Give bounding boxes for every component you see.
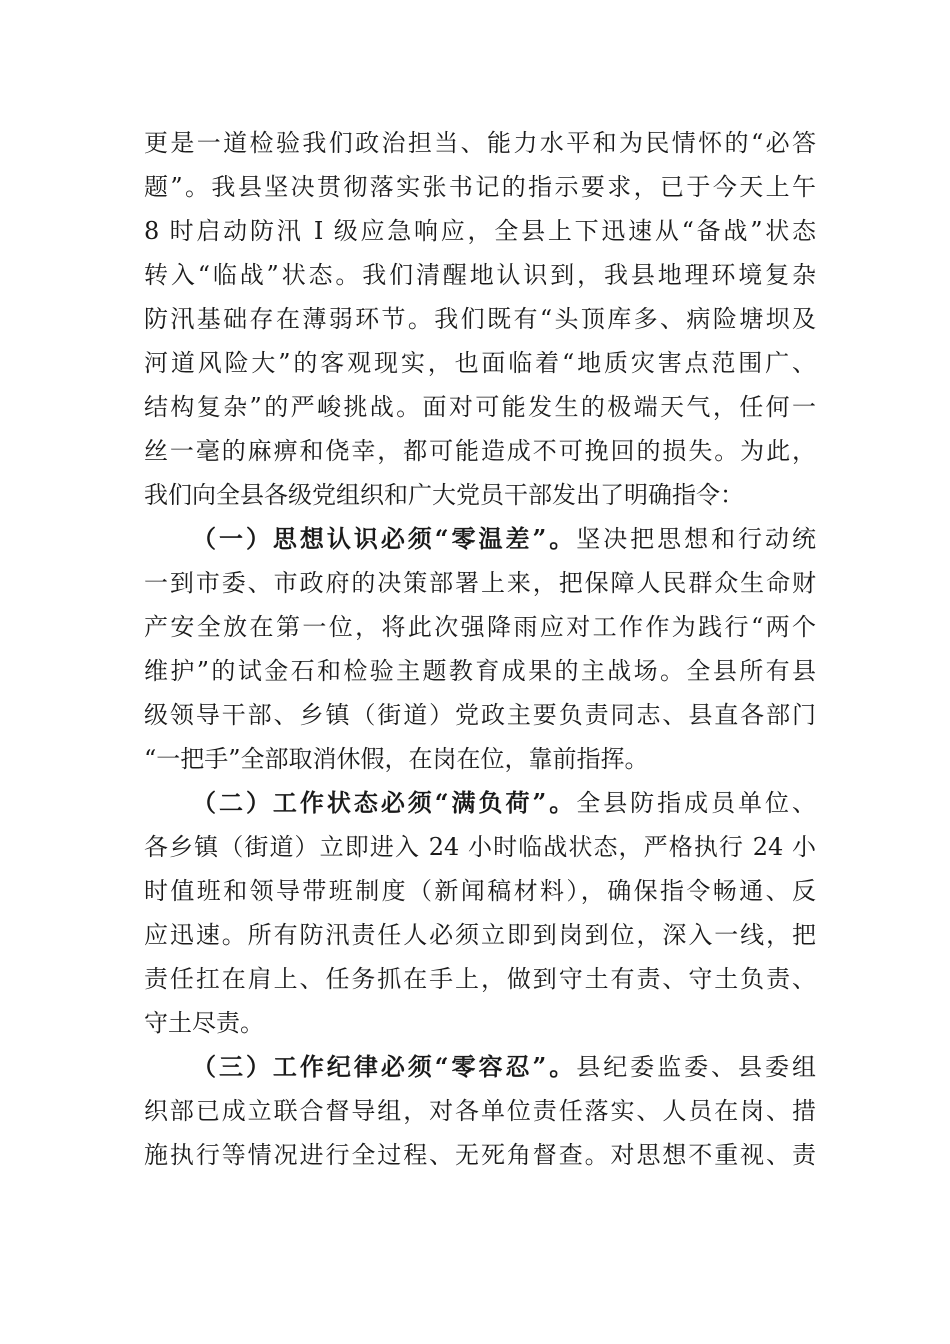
text-line: 防汛基础存在薄弱环节。我们既有“头顶库多、病险塘坝及 — [144, 305, 816, 333]
paragraph-first-line — [144, 1045, 816, 1089]
text-line: 施执行等情况进行全过程、无死角督查。对思想不重视、责 — [144, 1141, 816, 1169]
text-line: 一到市委、市政府的决策部署上来，把保障人民群众生命财 — [144, 569, 816, 597]
text-line: 题”。我县坚决贯彻落实张书记的指示要求，已于今天上午 — [144, 173, 816, 201]
text-line: 维护”的试金石和检验主题教育成果的主战场。全县所有县 — [144, 657, 816, 685]
text-line: 更是一道检验我们政治担当、能力水平和为民情怀的“必答 — [144, 129, 816, 157]
text-line: 时值班和领导带班制度（新闻稿材料），确保指令畅通、反 — [144, 877, 816, 905]
text-line: 河道风险大”的客观现实，也面临着“地质灾害点范围广、 — [144, 349, 816, 377]
text-line: 丝一毫的麻痹和侥幸，都可能造成不可挽回的损失。为此， — [144, 437, 816, 465]
text-line: 责任扛在肩上、任务抓在手上，做到守土有责、守土负责、 — [144, 965, 816, 993]
text-line: 各乡镇（街道）立即进入 24 小时临战状态，严格执行 24 小 — [144, 833, 816, 861]
paragraph-2 — [144, 517, 816, 781]
text-line: 结构复杂”的严峻挑战。面对可能发生的极端天气，任何一 — [144, 393, 816, 421]
text-line: 8 时启动防汛 I 级应急响应，全县上下迅速从“备战”状态 — [144, 217, 816, 245]
text-line: 守土尽责。 — [144, 1009, 264, 1037]
section-heading: （一）思想认识必须“零温差”。 — [192, 524, 577, 553]
text-line: “一把手”全部取消休假，在岗在位，靠前指挥。 — [144, 745, 649, 773]
text-run: 县纪委监委、县委组 — [576, 1053, 817, 1081]
text-line: 织部已成立联合督导组，对各单位责任落实、人员在岗、措 — [144, 1097, 816, 1125]
text-line: 产安全放在第一位，将此次强降雨应对工作作为践行“两个 — [144, 613, 816, 641]
text-line: 我们向全县各级党组织和广大党员干部发出了明确指令： — [144, 481, 744, 509]
section-heading: （二）工作状态必须“满负荷”。 — [192, 788, 577, 817]
text-run: 坚决把思想和行动统 — [576, 525, 817, 553]
paragraph-4 — [144, 1045, 816, 1177]
text-run: 全县防指成员单位、 — [576, 789, 817, 817]
paragraph-first-line — [144, 517, 816, 561]
section-heading: （三）工作纪律必须“零容忍”。 — [192, 1052, 577, 1081]
paragraph-first-line — [144, 781, 816, 825]
text-line: 应迅速。所有防汛责任人必须立即到岗到位，深入一线，把 — [144, 921, 816, 949]
document-body — [144, 121, 816, 1177]
paragraph-3 — [144, 781, 816, 1045]
paragraph-1 — [144, 121, 816, 517]
text-line: 级领导干部、乡镇（街道）党政主要负责同志、县直各部门 — [144, 701, 816, 729]
text-line: 转入“临战”状态。我们清醒地认识到，我县地理环境复杂 — [144, 261, 816, 289]
